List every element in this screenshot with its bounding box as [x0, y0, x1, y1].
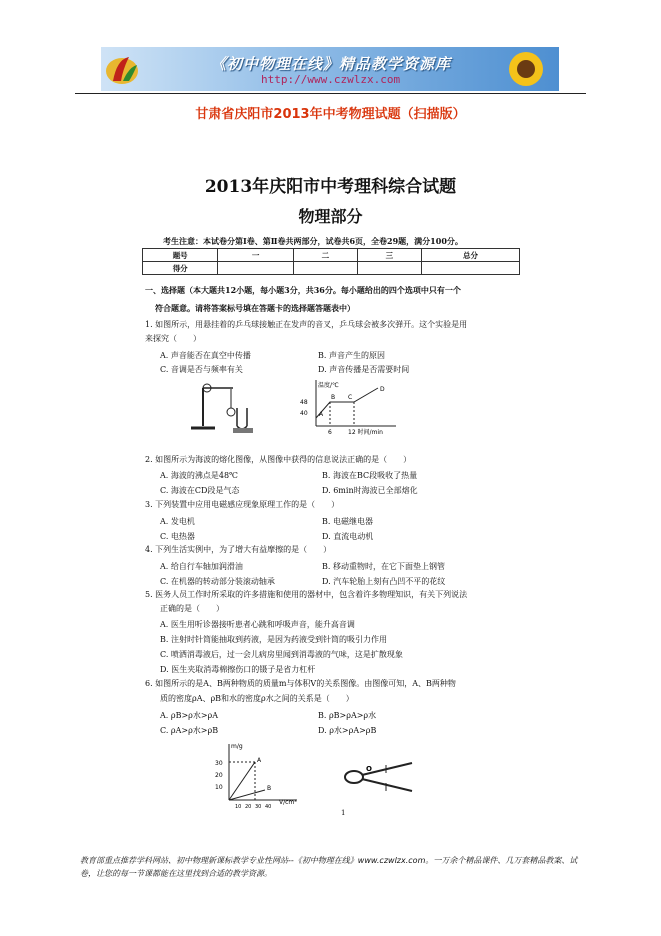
- score-cell: [357, 262, 421, 275]
- graph2-x30: 30: [255, 804, 262, 810]
- graph2-x10: 10: [235, 804, 242, 810]
- q1-stem-2: 来探究（ ）: [145, 334, 201, 343]
- q3-stem: 3. 下列装置中应用电磁感应现象原理工作的是（ ）: [145, 500, 340, 509]
- graph1-y40: 40: [300, 410, 308, 417]
- score-header-part1: 一: [218, 249, 293, 262]
- score-cell: [218, 262, 293, 275]
- score-header-total: 总分: [421, 249, 519, 262]
- q3-option-a: A. 发电机: [160, 517, 195, 526]
- page-number: 1: [341, 809, 346, 817]
- q2-option-b: B. 海波在BC段吸收了热量: [322, 471, 418, 480]
- q1-option-d: D. 声音传播是否需要时间: [318, 365, 410, 374]
- q2-option-c: C. 海波在CD段是气态: [160, 486, 240, 495]
- graph1-ylabel: 温度/℃: [318, 382, 339, 389]
- graph2-x40: 40: [265, 804, 272, 810]
- q5-option-b: B. 注射时针筒能抽取到药液，是因为药液受到针筒的吸引力作用: [160, 635, 387, 644]
- score-cell: [293, 262, 357, 275]
- score-header-part3: 三: [357, 249, 421, 262]
- tweezers-figure: [340, 755, 420, 803]
- q6-option-b: B. ρB>ρA>ρ水: [318, 711, 377, 720]
- q6-stem-1: 6. 如图所示的是A、B两种物质的质量m与体积V的关系图像。由图像可知，A、B两种物: [145, 679, 456, 688]
- document-title: 甘肃省庆阳市2013年中考物理试题（扫描版）: [195, 107, 466, 122]
- q4-option-d: D. 汽车轮胎上刻有凸凹不平的花纹: [322, 577, 446, 586]
- graph1-point-d: D: [380, 386, 385, 393]
- graph2-xlabel: V/cm³: [279, 799, 297, 806]
- graph2-x20: 20: [245, 804, 252, 810]
- exam-subtitle: 物理部分: [298, 207, 363, 226]
- graph1-point-b: B: [331, 394, 336, 401]
- graph2-ylabel: m/g: [231, 743, 243, 750]
- site-logo-icon: [103, 51, 141, 87]
- graph1-xlabel: 12 时间/min: [348, 429, 383, 436]
- q6-option-a: A. ρB>ρ水>ρA: [160, 711, 219, 720]
- score-cell: [421, 262, 519, 275]
- graph1-y48: 48: [300, 399, 308, 406]
- mass-volume-graph: [207, 740, 312, 812]
- q3-option-b: B. 电磁继电器: [322, 517, 373, 526]
- banner-url[interactable]: http://www.czwlzx.com: [261, 73, 401, 86]
- q1-stem-1: 1. 如图所示，用悬挂着的乒乓球接触正在发声的音叉，乒乓球会被多次弹开。这个实验是用: [145, 320, 468, 329]
- exam-notice: 考生注意：本试卷分第Ⅰ卷、第Ⅱ卷共两部分，试卷共6页，全卷29题，满分100分。: [163, 236, 463, 246]
- q5-option-a: A. 医生用听诊器接听患者心跳和呼吸声音，能升高音调: [160, 620, 355, 629]
- graph1-x6: 6: [328, 429, 332, 436]
- q6-option-d: D. ρ水>ρA>ρB: [318, 726, 377, 735]
- q5-option-d: D. 医生夹取消毒棉擦伤口的镊子是省力杠杆: [160, 665, 316, 674]
- score-header-part2: 二: [293, 249, 357, 262]
- graph2-line-b: B: [267, 785, 272, 792]
- header-banner: [101, 47, 559, 91]
- section-instruction-2: 符合题意。请将答案标号填在答题卡的选择题答题表中）: [155, 303, 355, 313]
- score-row-label: 得分: [143, 262, 218, 275]
- q4-stem: 4. 下列生活实例中，为了增大有益摩擦的是（ ）: [145, 545, 332, 554]
- q3-option-c: C. 电热器: [160, 532, 195, 541]
- q1-option-a: A. 声音能否在真空中传播: [160, 351, 251, 360]
- q1-option-c: C. 音调是否与频率有关: [160, 365, 243, 374]
- melting-graph: [296, 378, 406, 438]
- banner-title: 《初中物理在线》精品教学资源库: [211, 55, 452, 73]
- score-table: [142, 248, 520, 275]
- graph2-y10: 10: [215, 784, 223, 791]
- graph2-y30: 30: [215, 760, 223, 767]
- header-rule: [75, 93, 586, 94]
- q4-option-c: C. 在机器的转动部分装滚动轴承: [160, 577, 275, 586]
- q2-option-a: A. 海波的沸点是48℃: [160, 471, 238, 480]
- q5-stem-1: 5. 医务人员工作时所采取的许多措施和使用的器材中，包含着许多物理知识，有关下列说法: [145, 590, 468, 599]
- q1-option-b: B. 声音产生的原因: [318, 351, 385, 360]
- tuning-fork-figure: [185, 378, 265, 436]
- graph1-point-a: A: [319, 411, 324, 418]
- graph2-line-a: A: [257, 757, 262, 764]
- exam-title: 2013年庆阳市中考理科综合试题: [204, 177, 457, 197]
- q2-option-d: D. 6min时海波已全部熔化: [322, 486, 418, 495]
- q4-option-b: B. 移动重物时，在它下面垫上钢管: [322, 562, 445, 571]
- q5-stem-2: 正确的是（ ）: [160, 604, 224, 613]
- q6-option-c: C. ρA>ρ水>ρB: [160, 726, 219, 735]
- tool-pivot-label: O: [366, 765, 372, 773]
- footer-note: 教育部重点推荐学科网站、初中物理新课标教学专业性网站--《初中物理在线》www.czwlzx.com。一万余个精品课件、几万套精品教案、试卷，让您的每一节课都能在这里找到合适的教学资源。: [80, 856, 578, 878]
- graph2-y20: 20: [215, 772, 223, 779]
- sunflower-icon: [501, 49, 551, 89]
- section-instruction-1: 一、选择题（本大题共12小题，每小题3分，共36分。每小题给出的四个选项中只有一个: [145, 285, 461, 295]
- q2-stem: 2. 如图所示为海波的熔化图像，从图像中获得的信息说法正确的是（ ）: [145, 455, 412, 464]
- q3-option-d: D. 直流电动机: [322, 532, 374, 541]
- q5-option-c: C. 喷洒消毒液后，过一会儿病房里闻到消毒液的气味，这是扩散现象: [160, 650, 403, 659]
- q4-option-a: A. 给自行车轴加润滑油: [160, 562, 243, 571]
- score-header-label: 题号: [143, 249, 218, 262]
- graph1-point-c: C: [348, 394, 353, 401]
- q6-stem-2: 质的密度ρA、ρB和水的密度ρ水之间的关系是（ ）: [160, 694, 354, 703]
